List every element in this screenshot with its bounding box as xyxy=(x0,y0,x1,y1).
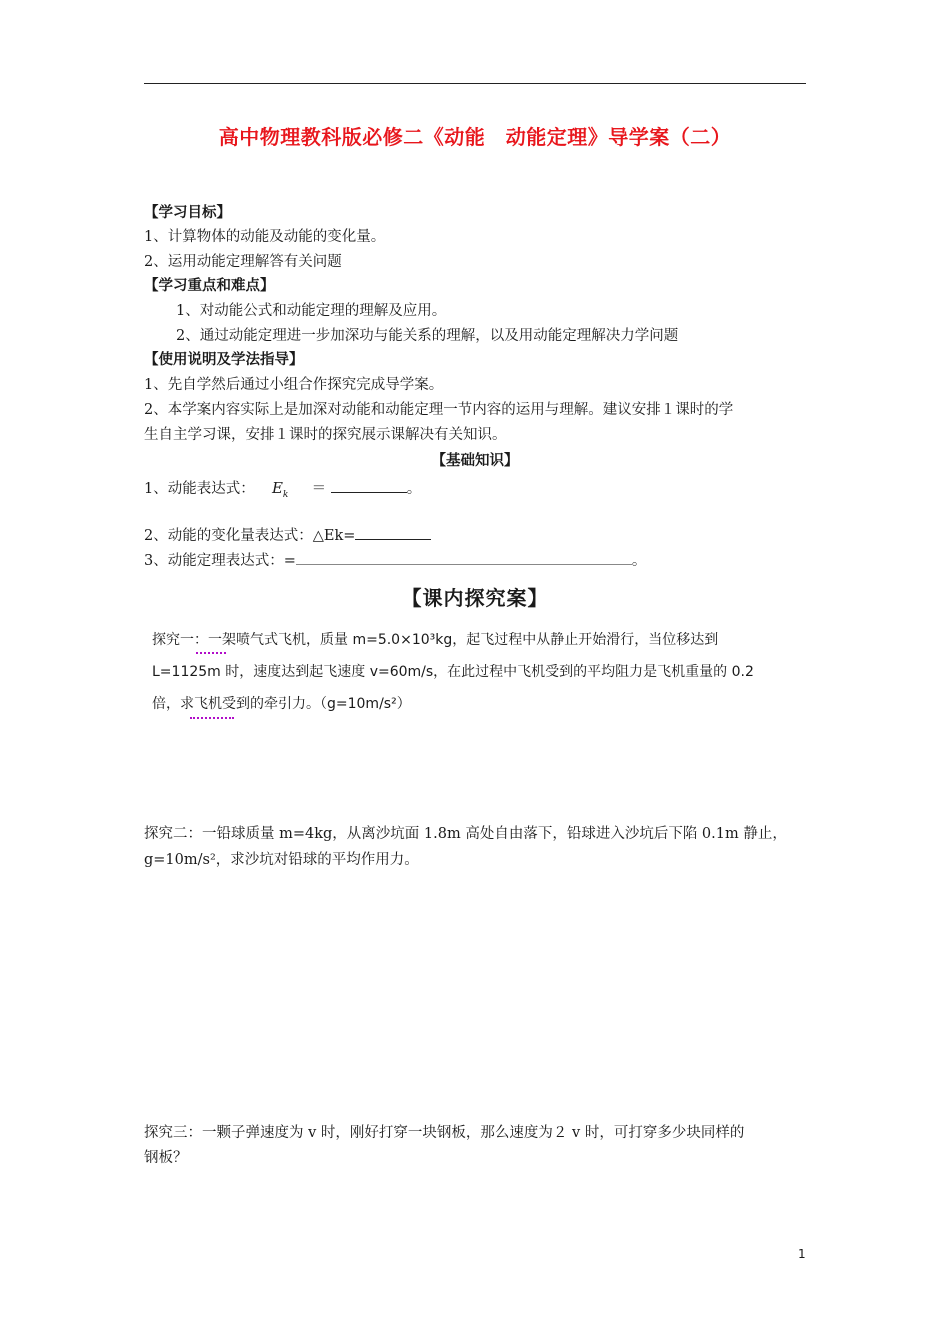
document-title: 高中物理教科版必修二《动能 动能定理》导学案（二） xyxy=(218,125,732,149)
key-point-item-1: 1、对动能公式和动能定理的理解及应用。 xyxy=(176,303,447,319)
basics-question-3 xyxy=(144,549,646,573)
key-point-item-2: 2、通过动能定理进一步加深功与能关系的理解，以及用动能定理解决力学问题 xyxy=(176,328,679,344)
explore-1-line-1: 探究一：一架喷气式飞机，质量 m=5.0×10³kg，起飞过程中从静止开始滑行，当位移达到 xyxy=(152,632,719,648)
page-number: 1 xyxy=(798,1247,806,1261)
ek-subscript: k xyxy=(282,490,289,500)
q1-end: 。 xyxy=(406,481,422,497)
explore-1-line-3: 倍，求飞机受到的牵引力。（g=10m/s²） xyxy=(152,696,411,712)
q1-label: 1、动能表达式： xyxy=(144,481,255,497)
q1-answer-blank[interactable] xyxy=(331,478,407,493)
q2-label: 2、动能的变化量表达式：△Ek= xyxy=(144,528,356,544)
ek-letter: E xyxy=(271,479,283,497)
key-points-heading: 【学习重点和难点】 xyxy=(144,278,275,294)
objectives-heading: 【学习目标】 xyxy=(144,205,231,221)
basics-question-1 xyxy=(144,476,421,507)
usage-item-1: 1、先自学然后通过小组合作探究完成导学案。 xyxy=(144,377,444,393)
q3-answer-blank[interactable] xyxy=(296,550,632,565)
objective-item-1: 1、计算物体的动能及动能的变化量。 xyxy=(144,229,386,245)
basics-question-2 xyxy=(144,524,431,548)
q2-answer-blank[interactable] xyxy=(355,525,431,540)
in-class-banner: 【课内探究案】 xyxy=(401,586,549,610)
explore-1-wavy-mark-1 xyxy=(196,648,226,654)
explore-1-line-2: L=1125m 时，速度达到起飞速度 v=60m/s，在此过程中飞机受到的平均阻力是飞机重量的 0.2 xyxy=(152,664,754,680)
kinetic-energy-symbol xyxy=(271,479,289,500)
q3-label: 3、动能定理表达式：= xyxy=(144,553,296,569)
usage-item-2-line-2: 生自主学习课，安排１课时的探究展示课解决有关知识。 xyxy=(144,427,507,443)
q1-equals: ＝ xyxy=(311,481,327,497)
explore-1-wavy-mark-2 xyxy=(190,713,234,719)
explore-3-line-2: 钢板？ xyxy=(144,1150,188,1166)
objective-item-2: 2、运用动能定理解答有关问题 xyxy=(144,254,342,270)
usage-item-2-line-1: 2、本学案内容实际上是加深对动能和动能定理一节内容的运用与理解。建议安排１课时的学 xyxy=(144,402,734,418)
header-rule xyxy=(144,83,806,84)
explore-2-line-1: 探究二：一铅球质量 m=4kg，从离沙坑面 1.8m 高处自由落下，铅球进入沙坑后下陷 0.1m 静止， xyxy=(144,826,787,842)
usage-heading: 【使用说明及学法指导】 xyxy=(144,352,304,368)
explore-2-line-2: g=10m/s²，求沙坑对铅球的平均作用力。 xyxy=(144,852,419,868)
basics-heading: 【基础知识】 xyxy=(431,453,519,469)
explore-3-line-1: 探究三：一颗子弹速度为 v 时，刚好打穿一块钢板，那么速度为２ v 时，可打穿多少块同样的 xyxy=(144,1125,745,1141)
q3-end: 。 xyxy=(631,553,647,569)
